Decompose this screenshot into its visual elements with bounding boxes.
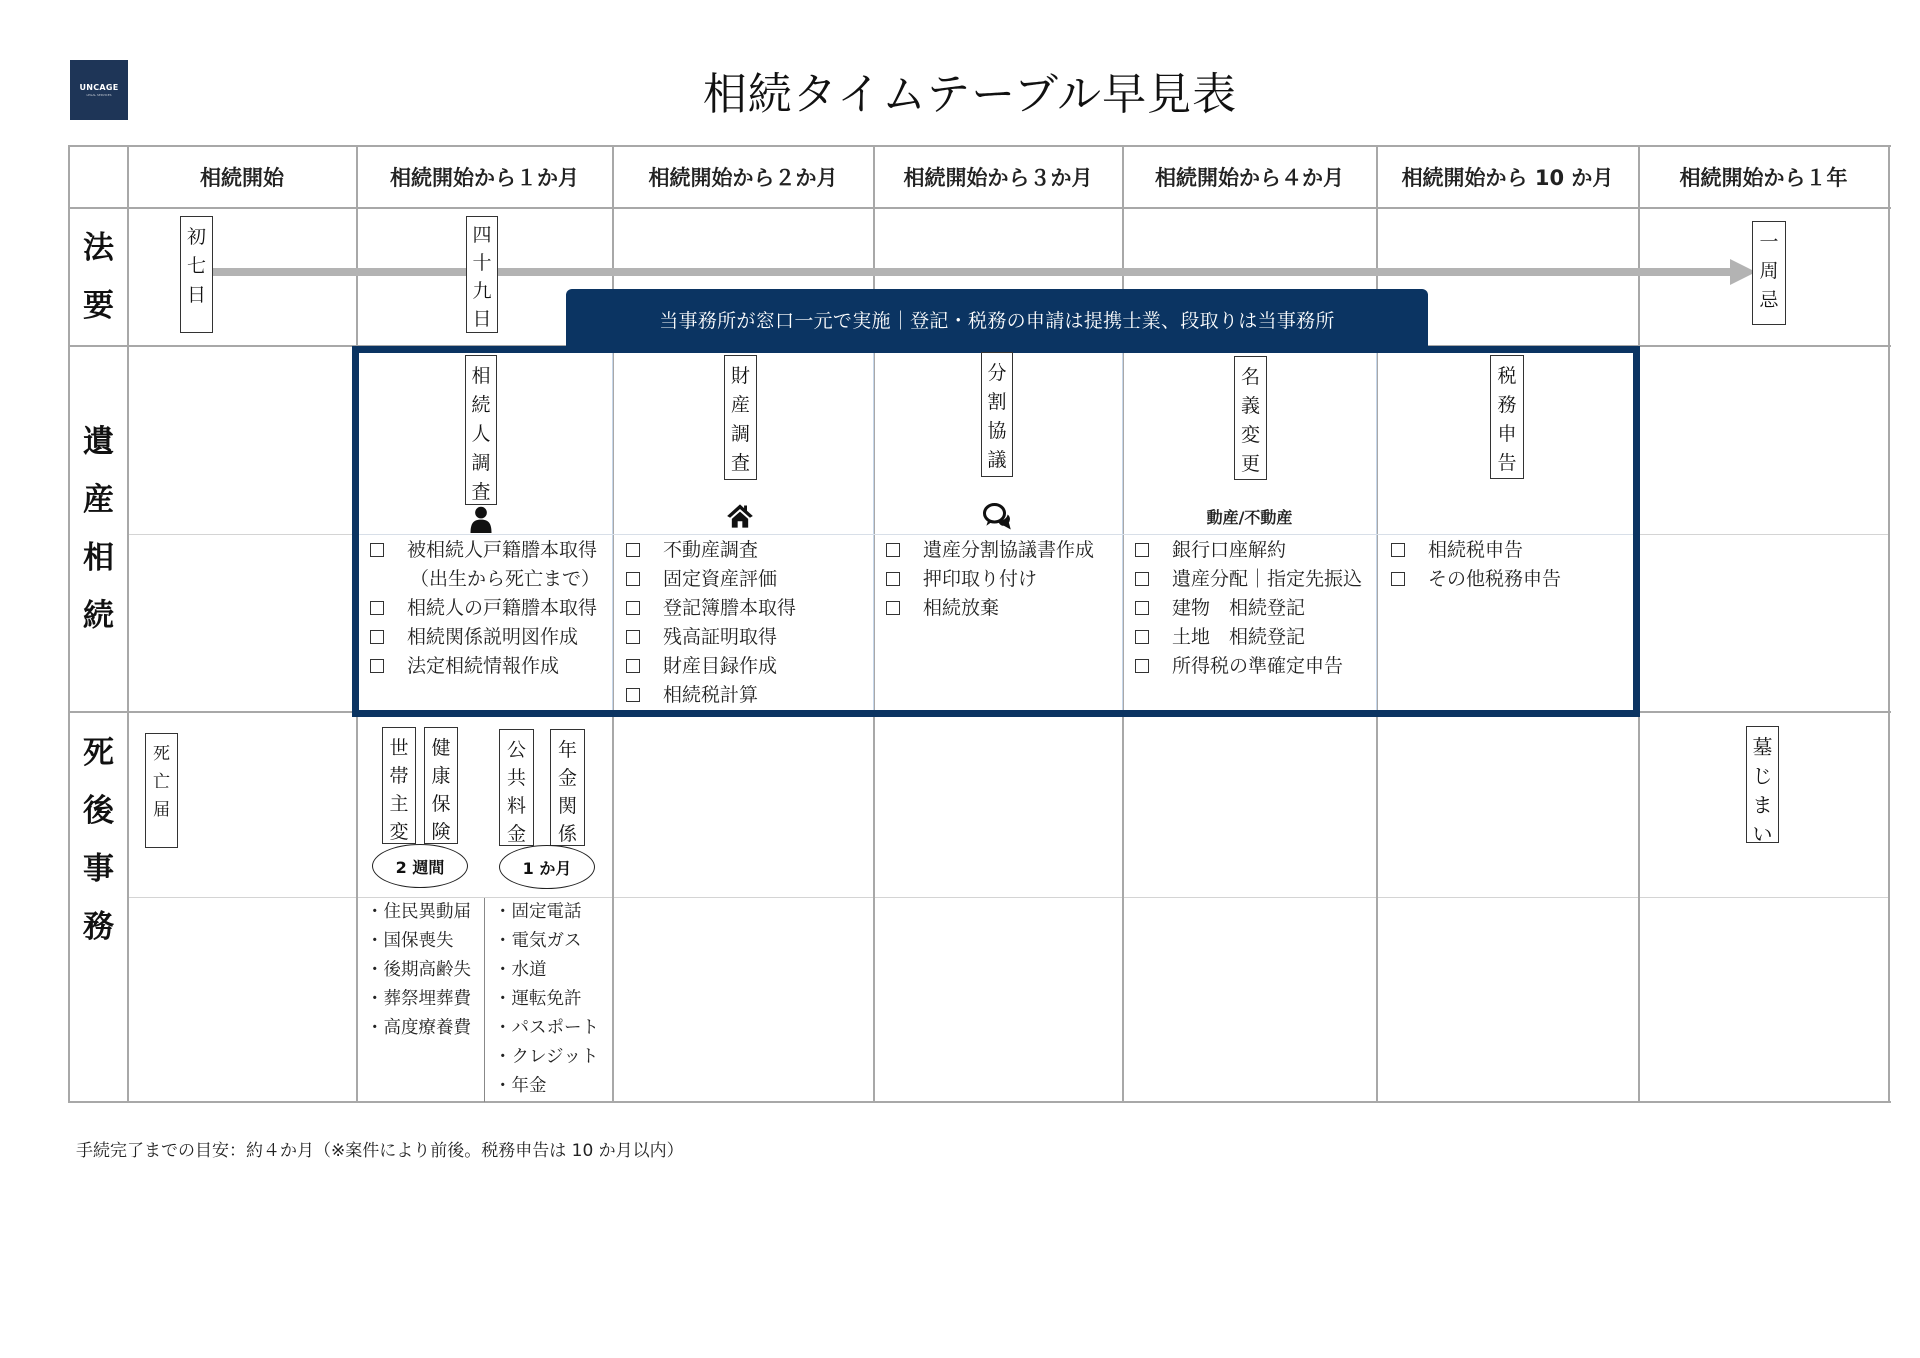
checklist-item-label: 土地 相続登記 bbox=[1172, 626, 1306, 648]
service-banner: 当事務所が窓口一元で実施｜登記・税務の申請は提携士業、段取りは当事務所 bbox=[566, 289, 1428, 349]
checklist-item-label: 不動産調査 bbox=[663, 539, 759, 561]
milestone-char: 届 bbox=[153, 800, 170, 820]
list-item: ・高度療養費 bbox=[366, 1018, 471, 1038]
milestone-char: 日 bbox=[186, 284, 206, 306]
task-box-pension bbox=[550, 729, 585, 846]
inner-grid-line bbox=[359, 534, 1633, 535]
task-char: 金 bbox=[557, 767, 577, 789]
page-title: 相続タイムテーブル早見表 bbox=[702, 69, 1238, 120]
phase-char: 産 bbox=[730, 394, 750, 416]
phase-char: 告 bbox=[1497, 452, 1517, 474]
checklist-item[interactable] bbox=[1133, 623, 1362, 652]
checkbox[interactable] bbox=[886, 601, 900, 615]
checkbox[interactable] bbox=[1135, 630, 1149, 644]
phase-label-tax-filing bbox=[1490, 355, 1524, 479]
timeline-arrow-line bbox=[212, 268, 1740, 276]
milestone-char: 亡 bbox=[153, 772, 170, 792]
checklist-item[interactable] bbox=[624, 623, 796, 652]
task-char: 料 bbox=[506, 795, 526, 817]
checklist-item[interactable] bbox=[884, 536, 1094, 565]
checklist-item[interactable] bbox=[624, 565, 796, 594]
phase-char: 調 bbox=[471, 452, 491, 474]
row-header-shigo bbox=[69, 724, 128, 964]
row-header-char: 相 bbox=[83, 539, 114, 576]
phase-char: 割 bbox=[987, 391, 1007, 413]
checklist-item-label: 銀行口座解約 bbox=[1172, 539, 1287, 561]
phase-char: 務 bbox=[1497, 394, 1517, 416]
column-header: 相続開始から１年 bbox=[1679, 166, 1848, 190]
task-char: 係 bbox=[557, 823, 577, 845]
checkbox[interactable] bbox=[626, 659, 640, 673]
phase-char: 税 bbox=[1497, 365, 1517, 387]
inner-grid-line bbox=[1376, 353, 1377, 710]
list-item: ・パスポート bbox=[494, 1018, 599, 1038]
phase-label-division-agreement bbox=[981, 352, 1013, 477]
checklist-item-label: 被相続人戸籍謄本取得 bbox=[407, 539, 598, 561]
checklist-item-label: 相続税計算 bbox=[663, 684, 759, 706]
task-box-health-insurance bbox=[424, 727, 458, 844]
checklist-item-label: 所得税の準確定申告 bbox=[1172, 655, 1344, 677]
checklist-item-label: 財産目録作成 bbox=[663, 655, 778, 677]
row-header-char: 要 bbox=[83, 287, 114, 324]
phase-char: 調 bbox=[730, 423, 750, 445]
checklist-item[interactable] bbox=[368, 623, 600, 652]
row-header-char: 遺 bbox=[83, 423, 114, 460]
asset-type-note: 動産/不動産 bbox=[1206, 508, 1293, 527]
milestone-char: ま bbox=[1752, 793, 1773, 817]
procedure-list-2weeks bbox=[366, 898, 471, 1043]
milestone-char: 日 bbox=[472, 308, 492, 330]
checklist-item-label: 法定相続情報作成 bbox=[407, 655, 560, 677]
milestone-char: 四 bbox=[472, 224, 492, 246]
milestone-char: 忌 bbox=[1759, 289, 1779, 311]
milestone-isshuki bbox=[1752, 221, 1786, 325]
task-char: 主 bbox=[389, 793, 409, 815]
list-item: ・運転免許 bbox=[494, 989, 582, 1009]
task-char: 公 bbox=[506, 739, 526, 761]
grid-line bbox=[484, 898, 485, 1102]
checkbox[interactable] bbox=[626, 601, 640, 615]
inner-grid-line bbox=[1122, 353, 1123, 710]
checkbox[interactable] bbox=[626, 543, 640, 557]
checkbox[interactable] bbox=[1391, 572, 1405, 586]
task-char: 金 bbox=[506, 823, 526, 845]
task-box-utilities bbox=[499, 729, 534, 846]
task-box-householder-change bbox=[382, 727, 416, 844]
task-char: 関 bbox=[557, 795, 577, 817]
checklist-division-agreement bbox=[884, 536, 1094, 623]
milestone-char: 死 bbox=[153, 744, 170, 764]
checkbox[interactable] bbox=[370, 659, 384, 673]
task-char: 帯 bbox=[389, 765, 409, 787]
checklist-item-label: （出生から死亡まで） bbox=[410, 568, 601, 590]
phase-char: 財 bbox=[730, 365, 750, 387]
home-icon bbox=[726, 503, 754, 529]
checklist-item[interactable] bbox=[1133, 594, 1362, 623]
list-item: ・国保喪失 bbox=[366, 931, 454, 951]
checklist-item-label: 登記簿謄本取得 bbox=[663, 597, 797, 619]
list-item: ・クレジット bbox=[494, 1047, 599, 1067]
checklist-item-label: 相続関係説明図作成 bbox=[407, 626, 579, 648]
grid-line bbox=[69, 1101, 1891, 1103]
milestone-char: 周 bbox=[1759, 260, 1779, 282]
list-item: ・電気ガス bbox=[494, 931, 582, 951]
chat-bubbles-icon bbox=[982, 502, 1012, 532]
task-char: 年 bbox=[557, 739, 577, 761]
checkbox[interactable] bbox=[1135, 601, 1149, 615]
checklist-item-label: 押印取り付け bbox=[923, 568, 1038, 590]
phase-label-asset-survey bbox=[724, 355, 757, 480]
phase-char: 変 bbox=[1240, 424, 1260, 446]
checklist-item[interactable] bbox=[1389, 536, 1561, 565]
phase-char: 名 bbox=[1240, 366, 1260, 388]
milestone-shonanoka bbox=[180, 216, 213, 333]
checklist-item-label: その他税務申告 bbox=[1428, 568, 1562, 590]
checklist-item[interactable] bbox=[624, 681, 796, 710]
checklist-item-continuation bbox=[368, 565, 600, 594]
phase-char: 申 bbox=[1497, 423, 1517, 445]
milestone-char: い bbox=[1752, 822, 1773, 846]
checkbox[interactable] bbox=[370, 543, 384, 557]
logo-text: UNCAGE bbox=[79, 83, 119, 92]
checklist-item[interactable] bbox=[624, 536, 796, 565]
checkbox[interactable] bbox=[626, 572, 640, 586]
column-header: 相続開始から２か月 bbox=[648, 166, 838, 190]
checklist-item[interactable] bbox=[624, 652, 796, 681]
task-char: 険 bbox=[431, 821, 451, 843]
checklist-title-transfer bbox=[1133, 536, 1362, 681]
deadline-badge: 2 週間 bbox=[372, 844, 468, 888]
list-item: ・年金 bbox=[494, 1076, 547, 1096]
milestone-char: 七 bbox=[186, 255, 206, 277]
person-icon bbox=[467, 505, 495, 533]
task-char: 健 bbox=[431, 737, 451, 759]
checkbox[interactable] bbox=[886, 572, 900, 586]
inner-grid-line bbox=[873, 353, 874, 710]
checklist-item[interactable] bbox=[1133, 652, 1362, 681]
row-header-char: 産 bbox=[83, 481, 114, 518]
checklist-item-label: 遺産分割協議書作成 bbox=[923, 539, 1095, 561]
deadline-badge: 1 か月 bbox=[499, 845, 595, 889]
checklist-item[interactable] bbox=[1133, 565, 1362, 594]
phase-char: 義 bbox=[1240, 395, 1260, 417]
row-header-char: 法 bbox=[83, 229, 114, 266]
checkbox[interactable] bbox=[370, 601, 384, 615]
row-header-char: 事 bbox=[83, 851, 114, 887]
row-header-char: 続 bbox=[83, 597, 114, 634]
checkbox[interactable] bbox=[1391, 543, 1405, 557]
task-char: 保 bbox=[431, 793, 451, 815]
column-header: 相続開始から４か月 bbox=[1155, 166, 1344, 190]
inner-grid-line bbox=[612, 353, 613, 710]
checklist-item[interactable] bbox=[1389, 565, 1561, 594]
phase-char: 査 bbox=[471, 481, 491, 503]
checklist-item[interactable] bbox=[368, 594, 600, 623]
milestone-grave-closure bbox=[1746, 726, 1779, 846]
phase-char: 更 bbox=[1240, 453, 1260, 475]
checklist-item-label: 相続税申告 bbox=[1428, 539, 1524, 561]
checklist-tax-filing bbox=[1389, 536, 1561, 594]
task-char: 変 bbox=[389, 821, 409, 843]
checklist-item-label: 相続放棄 bbox=[923, 597, 1000, 619]
procedure-list-1month bbox=[494, 898, 599, 1101]
checklist-item[interactable] bbox=[1133, 536, 1362, 565]
phase-char: 査 bbox=[730, 452, 750, 474]
list-item: ・固定電話 bbox=[494, 902, 582, 922]
checkbox[interactable] bbox=[626, 630, 640, 644]
phase-label-title-transfer bbox=[1234, 356, 1267, 480]
milestone-death-notice bbox=[145, 733, 178, 848]
list-item: ・住民異動届 bbox=[366, 902, 471, 922]
checkbox[interactable] bbox=[1135, 572, 1149, 586]
checklist-asset-survey bbox=[624, 536, 796, 710]
checkbox[interactable] bbox=[1135, 543, 1149, 557]
milestone-shijukunichi bbox=[466, 216, 498, 333]
phase-char: 議 bbox=[987, 449, 1007, 471]
column-header: 相続開始から 10 か月 bbox=[1401, 166, 1614, 190]
checkbox[interactable] bbox=[370, 630, 384, 644]
checklist-item-label: 固定資産評価 bbox=[663, 568, 778, 590]
task-char: 共 bbox=[506, 767, 526, 789]
checkbox[interactable] bbox=[886, 543, 900, 557]
list-item: ・水道 bbox=[494, 960, 547, 980]
list-item: ・葬祭埋葬費 bbox=[366, 989, 471, 1009]
column-header: 相続開始 bbox=[200, 166, 284, 190]
completion-estimate-note: 手続完了までの目安：約４か月（※案件により前後。税務申告は 10 か月以内） bbox=[76, 1141, 684, 1161]
checklist-item-label: 残高証明取得 bbox=[663, 626, 778, 648]
checklist-item[interactable] bbox=[368, 536, 600, 565]
task-char: 康 bbox=[431, 765, 451, 787]
checkbox[interactable] bbox=[626, 688, 640, 702]
row-header-char: 務 bbox=[83, 909, 114, 945]
phase-char: 分 bbox=[987, 362, 1007, 384]
checklist-item[interactable] bbox=[884, 594, 1094, 623]
phase-label-heir-survey bbox=[465, 355, 497, 505]
milestone-char: 一 bbox=[1759, 231, 1779, 253]
phase-char: 人 bbox=[471, 423, 491, 445]
row-header-char: 後 bbox=[83, 793, 114, 829]
checklist-item[interactable] bbox=[368, 652, 600, 681]
checklist-item-label: 相続人の戸籍謄本取得 bbox=[407, 597, 598, 619]
phase-char: 続 bbox=[471, 394, 491, 416]
row-header-isan bbox=[69, 346, 128, 711]
row-header-houyou bbox=[69, 208, 128, 345]
task-char: 世 bbox=[389, 737, 409, 759]
phase-char: 協 bbox=[987, 420, 1007, 442]
milestone-char: 墓 bbox=[1752, 735, 1773, 759]
checklist-heir-survey bbox=[368, 536, 600, 681]
grid-line bbox=[1888, 145, 1890, 1103]
checklist-item[interactable] bbox=[884, 565, 1094, 594]
list-item: ・後期高齢失 bbox=[366, 960, 471, 980]
column-header: 相続開始から３か月 bbox=[903, 166, 1093, 190]
milestone-char: 九 bbox=[472, 280, 492, 302]
phase-char: 相 bbox=[471, 365, 491, 387]
milestone-char: じ bbox=[1752, 764, 1773, 788]
milestone-char: 十 bbox=[472, 252, 492, 274]
checklist-item-label: 遺産分配｜指定先振込 bbox=[1172, 568, 1363, 590]
checkbox[interactable] bbox=[1135, 659, 1149, 673]
milestone-char: 初 bbox=[186, 226, 206, 248]
row-header-char: 死 bbox=[83, 735, 114, 771]
logo-subtext: LEGAL SERVICES bbox=[86, 93, 112, 97]
checklist-item-label: 建物 相続登記 bbox=[1172, 597, 1306, 619]
checklist-item[interactable] bbox=[624, 594, 796, 623]
column-header: 相続開始から１か月 bbox=[390, 166, 579, 190]
